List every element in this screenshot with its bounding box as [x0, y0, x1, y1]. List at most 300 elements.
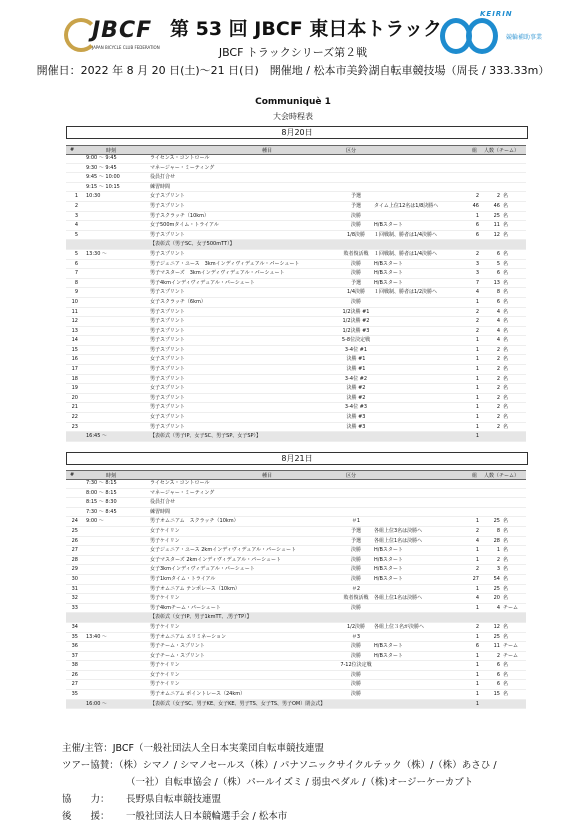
cell-count: 4 — [496, 327, 500, 334]
cell-event: 練習時間 — [150, 183, 171, 190]
cell-no: 29 — [71, 566, 78, 573]
schedule-row — [66, 594, 526, 604]
keirin-logo-text: KEIRIN — [480, 10, 513, 18]
cell-count: 3 — [496, 566, 500, 573]
cell-group: 1 — [475, 394, 479, 401]
cell-group: 6 — [475, 222, 479, 229]
cell-group: 1 — [475, 671, 479, 678]
schedule-row — [66, 173, 526, 183]
schedule-row — [66, 527, 526, 537]
cell-unit: 名 — [503, 222, 509, 229]
cell-note: H/Bスタート — [374, 260, 403, 267]
cell-unit: 名 — [503, 585, 509, 592]
cell-round: 決勝 — [350, 575, 361, 582]
cell-note: H/Bスタート — [374, 566, 403, 573]
cell-event: 【表彰式（女子SC、男子KE、女子KE、男子TS、女子TS、男子OM）閉会式】 — [150, 700, 326, 707]
cell-unit: 名 — [503, 595, 509, 602]
ceremony-row — [66, 700, 526, 710]
cell-no: 1 — [74, 193, 78, 200]
cell-event: 男子スプリント — [150, 423, 185, 430]
schedule-row — [66, 231, 526, 241]
cell-note: H/Bスタート — [374, 270, 403, 277]
cell-no: 8 — [74, 279, 78, 286]
cell-time: 9:00 〜 9:45 — [86, 155, 117, 161]
cell-unit: 名 — [503, 193, 509, 200]
cell-event: 女子ケイリン — [150, 527, 180, 534]
schedule-row — [66, 250, 526, 260]
cell-count: 4 — [496, 337, 500, 344]
cell-no: 9 — [74, 289, 78, 296]
cell-round: 決勝 — [350, 643, 361, 650]
schedule-row — [66, 489, 526, 499]
cell-count: 25 — [493, 518, 500, 525]
cell-group: 1 — [475, 633, 479, 640]
cell-group: 3 — [475, 260, 479, 267]
cell-unit: 名 — [503, 250, 509, 257]
cell-unit: チーム — [503, 643, 519, 650]
cell-event: 男子4kmチーム・パーシュート — [150, 604, 221, 611]
cell-group: 4 — [475, 537, 479, 544]
schedule-row — [66, 164, 526, 174]
cell-count: 13 — [493, 279, 500, 286]
cell-note: H/Bスタート — [374, 279, 403, 286]
schedule-row — [66, 212, 526, 222]
cell-count: 6 — [496, 681, 500, 688]
cell-group: 1 — [475, 662, 479, 669]
schedule-row — [66, 269, 526, 279]
schedule-row — [66, 317, 526, 327]
cell-count: 4 — [496, 308, 500, 315]
cell-unit: 名 — [503, 260, 509, 267]
cell-event: 女子マスターズ 2kmインディヴィデュアル・パーシュート — [150, 556, 282, 563]
cell-count: 6 — [496, 250, 500, 257]
cell-event: 【表彰式（女子IP、男子1kmTT、,男子TP）】 — [150, 614, 252, 621]
cell-unit: 名 — [503, 327, 509, 334]
cell-round: 決勝 — [350, 260, 361, 267]
cell-group: 1 — [475, 298, 479, 305]
cell-event: 女子スプリント — [150, 385, 185, 392]
cell-event: 女子チーム・スプリント — [150, 652, 205, 659]
cell-count: 28 — [493, 537, 500, 544]
cell-group: 27 — [472, 575, 479, 582]
cell-event: 男子スプリント — [150, 231, 185, 238]
cell-no: 35 — [71, 691, 78, 698]
cell-unit: 名 — [503, 289, 509, 296]
cell-unit: 名 — [503, 404, 509, 411]
cell-count: 20 — [493, 595, 500, 602]
cell-event: 役員打合せ — [150, 499, 176, 506]
cell-unit: 名 — [503, 623, 509, 630]
cell-group: 1 — [475, 585, 479, 592]
schedule-row — [66, 671, 526, 681]
cell-count: 5 — [496, 260, 500, 267]
cell-round: 決勝 #2 — [346, 394, 366, 401]
ceremony-row — [66, 432, 526, 442]
cell-event: 男子ジュニア・ユース 3kmインディヴィデュアル・パーシュート — [150, 260, 300, 267]
cell-time: 8:00 〜 8:15 — [86, 489, 117, 496]
cell-group: 1 — [475, 604, 479, 611]
cell-no: 21 — [71, 404, 78, 411]
cell-event: 男子オムニアム ポイントレース（24km） — [150, 691, 246, 698]
cell-no: 6 — [74, 260, 78, 267]
cell-time: 8:15 〜 8:30 — [86, 499, 117, 506]
ceremony-row — [66, 613, 526, 623]
cell-no: 23 — [71, 423, 78, 430]
cell-group: 1 — [475, 652, 479, 659]
cell-round: 7-12位決定戦 — [340, 662, 372, 669]
cell-group: 2 — [475, 527, 479, 534]
cell-count: 25 — [493, 212, 500, 219]
cell-time: 13:40 〜 — [86, 633, 107, 640]
cell-event: 女子スプリント — [150, 193, 185, 200]
cell-round: 1/2決勝 #1 — [342, 308, 370, 315]
cell-count: 2 — [496, 356, 500, 363]
cell-no: 37 — [71, 652, 78, 659]
schedule-row — [66, 279, 526, 289]
cell-no: 7 — [74, 270, 78, 277]
day1-label: 8月20日 — [66, 126, 528, 139]
cell-count: 2 — [496, 652, 500, 659]
col-round: 区分 — [346, 148, 357, 154]
cell-note: H/Bスタート — [374, 652, 403, 659]
cell-group: 1 — [475, 356, 479, 363]
cell-group: 2 — [475, 250, 479, 257]
schedule-row — [66, 575, 526, 585]
cell-round: 予選 — [350, 202, 361, 209]
keirin-logo-sub: 競輪補助事業 — [506, 34, 543, 41]
cell-note: １回戦制、勝者は1/4決勝へ — [374, 231, 438, 238]
cell-event: ライセンス・コントロール — [150, 480, 210, 486]
cell-event: 役員打合せ — [150, 174, 176, 181]
cell-count: 4 — [496, 604, 500, 611]
col-no: # — [70, 147, 75, 153]
cell-unit: 名 — [503, 366, 509, 373]
page-subtitle: JBCF トラックシリーズ第２戦 — [218, 46, 368, 59]
cell-round: 3-4位 #2 — [344, 375, 368, 382]
cell-unit: 名 — [503, 270, 509, 277]
cell-group: 2 — [475, 566, 479, 573]
cell-group: 6 — [475, 643, 479, 650]
cell-round: 決勝 #3 — [346, 423, 366, 430]
schedule-row — [66, 623, 526, 633]
schedule-title: 大会時程表 — [273, 112, 313, 121]
cell-group: 1 — [475, 691, 479, 698]
cell-count: 8 — [496, 289, 500, 296]
cell-group: 2 — [475, 327, 479, 334]
cell-round: ＃2 — [351, 585, 361, 592]
cell-no: 5 — [74, 250, 78, 257]
cell-round: 5-8位決定戦 — [341, 337, 371, 344]
schedule-row — [66, 423, 526, 433]
footer-line — [62, 791, 562, 808]
cell-event: 男子スプリント — [150, 404, 185, 411]
cell-count: 2 — [496, 423, 500, 430]
schedule-row — [66, 192, 526, 202]
footer-line — [62, 808, 562, 825]
cell-event: 男子スプリント — [150, 250, 185, 257]
cell-time: 13:30 〜 — [86, 250, 107, 257]
cell-count: 2 — [496, 193, 500, 200]
cell-round: 決勝 — [350, 652, 361, 659]
cell-no: 17 — [71, 366, 78, 373]
cell-group: 1 — [475, 337, 479, 344]
schedule-row — [66, 517, 526, 527]
page-header — [0, 0, 586, 92]
cell-unit: 名 — [503, 566, 509, 573]
schedule-row — [66, 546, 526, 556]
cell-event: 女子3kmインディヴィデュアル・パーシュート — [150, 566, 255, 573]
cell-unit: チーム — [503, 604, 519, 611]
cell-unit: 名 — [503, 318, 509, 325]
footer-tour-sponsors: ツアー協賛：（株）シマノ / シマノセールス（株）/ パナソニックサイクルテック（株）/（株）あさひ / — [62, 760, 497, 771]
cell-event: 男子ケイリン — [150, 595, 180, 602]
cell-note: H/Bスタート — [374, 643, 403, 650]
cell-unit: 名 — [503, 385, 509, 392]
cell-unit: 名 — [503, 231, 509, 238]
cell-round: 1/2決勝 #2 — [342, 318, 370, 325]
cell-event: 男子スクラッチ（10km） — [150, 212, 210, 219]
cell-no: 26 — [71, 671, 78, 678]
cell-round: 1/4決勝 — [346, 289, 366, 296]
cell-unit: 名 — [503, 346, 509, 353]
cell-round: 決勝 #2 — [346, 385, 366, 392]
schedule-row — [66, 298, 526, 308]
cell-note: 各組上位３名が決勝へ — [374, 623, 425, 630]
cell-note: H/Bスタート — [374, 547, 403, 554]
cell-unit: 名 — [503, 202, 509, 209]
cell-no: 27 — [71, 681, 78, 688]
cell-no: 15 — [71, 346, 78, 353]
cell-event: 男子ケイリン — [150, 681, 180, 688]
col-event: 種目 — [262, 148, 273, 154]
cell-count: 6 — [496, 662, 500, 669]
cell-unit: 名 — [503, 423, 509, 430]
cell-unit: 名 — [503, 633, 509, 640]
cell-group: 1 — [475, 433, 479, 440]
cell-no: 33 — [71, 604, 78, 611]
cell-count: 2 — [496, 385, 500, 392]
cell-group: 1 — [475, 556, 479, 563]
cell-unit: 名 — [503, 394, 509, 401]
cell-round: 敗者復活戦 — [343, 595, 369, 602]
cell-no: 12 — [71, 318, 78, 325]
cell-event: 女子ジュニア・ユース 2kmインディヴィデュアル・パーシュート — [150, 547, 296, 554]
cell-no: 31 — [71, 585, 78, 592]
cell-event: 【表彰式（男子SC、女子500mTT）】 — [150, 241, 235, 248]
cell-unit: 名 — [503, 279, 509, 286]
cell-group: 3 — [475, 270, 479, 277]
col-group: 組 — [472, 473, 478, 479]
cell-count: 8 — [496, 527, 500, 534]
cell-group: 1 — [475, 518, 479, 525]
schedule-row — [66, 375, 526, 385]
cell-round: 決勝 — [350, 222, 361, 229]
cell-group: 2 — [475, 318, 479, 325]
cell-event: 男子ケイリン — [150, 537, 180, 544]
cell-count: 2 — [496, 404, 500, 411]
cell-no: 5 — [74, 231, 78, 238]
cell-round: 決勝 — [350, 691, 361, 698]
cell-count: 11 — [493, 643, 500, 650]
footer-organizer: 主催/主管：JBCF（一般社団法人全日本実業団自転車競技連盟 — [62, 743, 324, 754]
cell-event: 男子オムニアム テンポレース（10km） — [150, 585, 240, 592]
schedule-row — [66, 690, 526, 700]
cell-count: 6 — [496, 671, 500, 678]
cell-no: 26 — [71, 537, 78, 544]
schedule-row — [66, 565, 526, 575]
cell-time: 16:00 〜 — [86, 700, 107, 707]
cell-event: 男子ケイリン — [150, 662, 180, 669]
jbcf-logo-sub: JAPAN BICYCLE CLUB FEDERATION — [92, 45, 160, 50]
cell-count: 12 — [493, 623, 500, 630]
cell-event: ライセンス・コントロール — [150, 155, 210, 161]
cell-no: 32 — [71, 595, 78, 602]
cell-time: 16:45 〜 — [86, 433, 107, 440]
cell-group: 2 — [475, 193, 479, 200]
cell-unit: 名 — [503, 298, 509, 305]
cell-unit: チーム — [503, 652, 519, 659]
cell-no: 14 — [71, 337, 78, 344]
cell-group: 1 — [475, 366, 479, 373]
schedule-row — [66, 260, 526, 270]
cell-no: 19 — [71, 385, 78, 392]
cell-note: タイム上位12名は1/8決勝へ — [374, 202, 439, 209]
schedule-row — [66, 346, 526, 356]
cell-unit: 名 — [503, 308, 509, 315]
schedule-row — [66, 221, 526, 231]
cell-round: 予選 — [350, 279, 361, 286]
cell-event: 女子スプリント — [150, 414, 185, 421]
cell-unit: 名 — [503, 337, 509, 344]
cell-count: 6 — [496, 270, 500, 277]
schedule-row — [66, 661, 526, 671]
cell-time: 9:30 〜 9:45 — [86, 164, 117, 171]
cell-no: 28 — [71, 556, 78, 563]
day1-schedule-table — [66, 154, 526, 442]
schedule-row — [66, 202, 526, 212]
cell-no: 11 — [71, 308, 78, 315]
cell-time: 7:30 〜 8:15 — [86, 480, 117, 486]
cell-unit: 名 — [503, 575, 509, 582]
schedule-row — [66, 556, 526, 566]
cell-no: 2 — [74, 202, 78, 209]
cell-round: 決勝 — [350, 298, 361, 305]
cell-event: 男子スプリント — [150, 318, 185, 325]
schedule-row — [66, 537, 526, 547]
cell-note: H/Bスタート — [374, 222, 403, 229]
footer-tour-sponsors-cont: （一社）自転車協会 /（株）パールイズミ / 弱虫ペダル /（株)オージーケーカブト — [126, 777, 474, 788]
schedule-row — [66, 642, 526, 652]
cell-round: 決勝 #1 — [346, 366, 366, 373]
cell-unit: 名 — [503, 537, 509, 544]
cell-note: 各組上位3名は決勝へ — [374, 527, 423, 534]
cell-group: 1 — [475, 385, 479, 392]
schedule-row — [66, 183, 526, 193]
schedule-row — [66, 327, 526, 337]
footer-cooperation-label: 協 力： — [62, 794, 110, 805]
cell-event: 女子スプリント — [150, 356, 185, 363]
cell-event: 男子チーム・スプリント — [150, 643, 205, 650]
footer-support: 一般社団法人日本競輪選手会 / 松本市 — [126, 811, 288, 822]
cell-round: 決勝 — [350, 270, 361, 277]
cell-round: 1/2決勝 — [346, 623, 366, 630]
cell-event: 男子スプリント — [150, 394, 185, 401]
cell-event: マネージャー・ミーティング — [150, 164, 215, 171]
cell-no: 35 — [71, 633, 78, 640]
cell-note: １回戦制、勝者は1/2決勝へ — [374, 289, 438, 296]
cell-time: 10:30 — [86, 193, 101, 200]
cell-round: 決勝 — [350, 604, 361, 611]
schedule-row — [66, 365, 526, 375]
cell-round: ＃1 — [351, 518, 361, 525]
day2-schedule-table — [66, 479, 526, 709]
cell-round: 3-4位 #3 — [344, 404, 368, 411]
cell-unit: 名 — [503, 671, 509, 678]
col-event: 種目 — [262, 473, 273, 479]
cell-group: 6 — [475, 231, 479, 238]
cell-round: 決勝 #1 — [346, 356, 366, 363]
footer-line — [62, 740, 562, 757]
cell-round: 敗者復活戦 — [343, 250, 369, 257]
cell-event: 【表彰式（男子IP、女子SC、男子SP、女子SP）】 — [150, 433, 262, 440]
cell-no: 36 — [71, 643, 78, 650]
communique-title: Communiquè 1 — [255, 97, 331, 107]
ceremony-row — [66, 240, 526, 250]
sponsor-footer — [62, 740, 562, 825]
cell-event: 男子スプリント — [150, 346, 185, 353]
cell-unit: 名 — [503, 518, 509, 525]
cell-event: 女子スクラッチ（6km） — [150, 298, 206, 305]
cell-unit: 名 — [503, 681, 509, 688]
cell-no: 3 — [74, 212, 78, 219]
cell-note: 各組上位1名は決勝へ — [374, 595, 423, 602]
cell-event: 男子オムニアム スクラッチ（10km） — [150, 518, 239, 525]
col-round: 区分 — [346, 473, 357, 479]
schedule-row — [66, 403, 526, 413]
cell-note: H/Bスタート — [374, 575, 403, 582]
col-no: # — [70, 472, 75, 478]
cell-group: 4 — [475, 595, 479, 602]
cell-no: 24 — [71, 518, 78, 525]
cell-count: 15 — [493, 691, 500, 698]
cell-unit: 名 — [503, 547, 509, 554]
schedule-row — [66, 154, 526, 164]
schedule-row — [66, 479, 526, 489]
cell-event: マネージャー・ミーティング — [150, 489, 215, 496]
schedule-row — [66, 508, 526, 518]
cell-group: 1 — [475, 212, 479, 219]
cell-event: 男子スプリント — [150, 337, 185, 344]
cell-group: 1 — [475, 346, 479, 353]
cell-unit: 名 — [503, 356, 509, 363]
cell-round: 予選 — [350, 527, 361, 534]
col-time: 時刻 — [106, 473, 117, 479]
cell-group: 46 — [472, 202, 479, 209]
cell-no: 18 — [71, 375, 78, 382]
cell-event: 男子オムニアム エリミネーション — [150, 633, 227, 640]
cell-count: 2 — [496, 346, 500, 353]
cell-count: 2 — [496, 394, 500, 401]
cell-event: 女子ケイリン — [150, 671, 180, 678]
cell-round: 3-4位 #1 — [344, 346, 368, 353]
cell-unit: 名 — [503, 212, 509, 219]
cell-event: 女子500mタイム・トライアル — [150, 222, 219, 229]
day2-label: 8月21日 — [66, 452, 528, 465]
schedule-row — [66, 336, 526, 346]
schedule-row — [66, 394, 526, 404]
schedule-row — [66, 384, 526, 394]
cell-event: 男子マスターズ 3kmインディヴィデュアル・パーシュート — [150, 270, 285, 277]
